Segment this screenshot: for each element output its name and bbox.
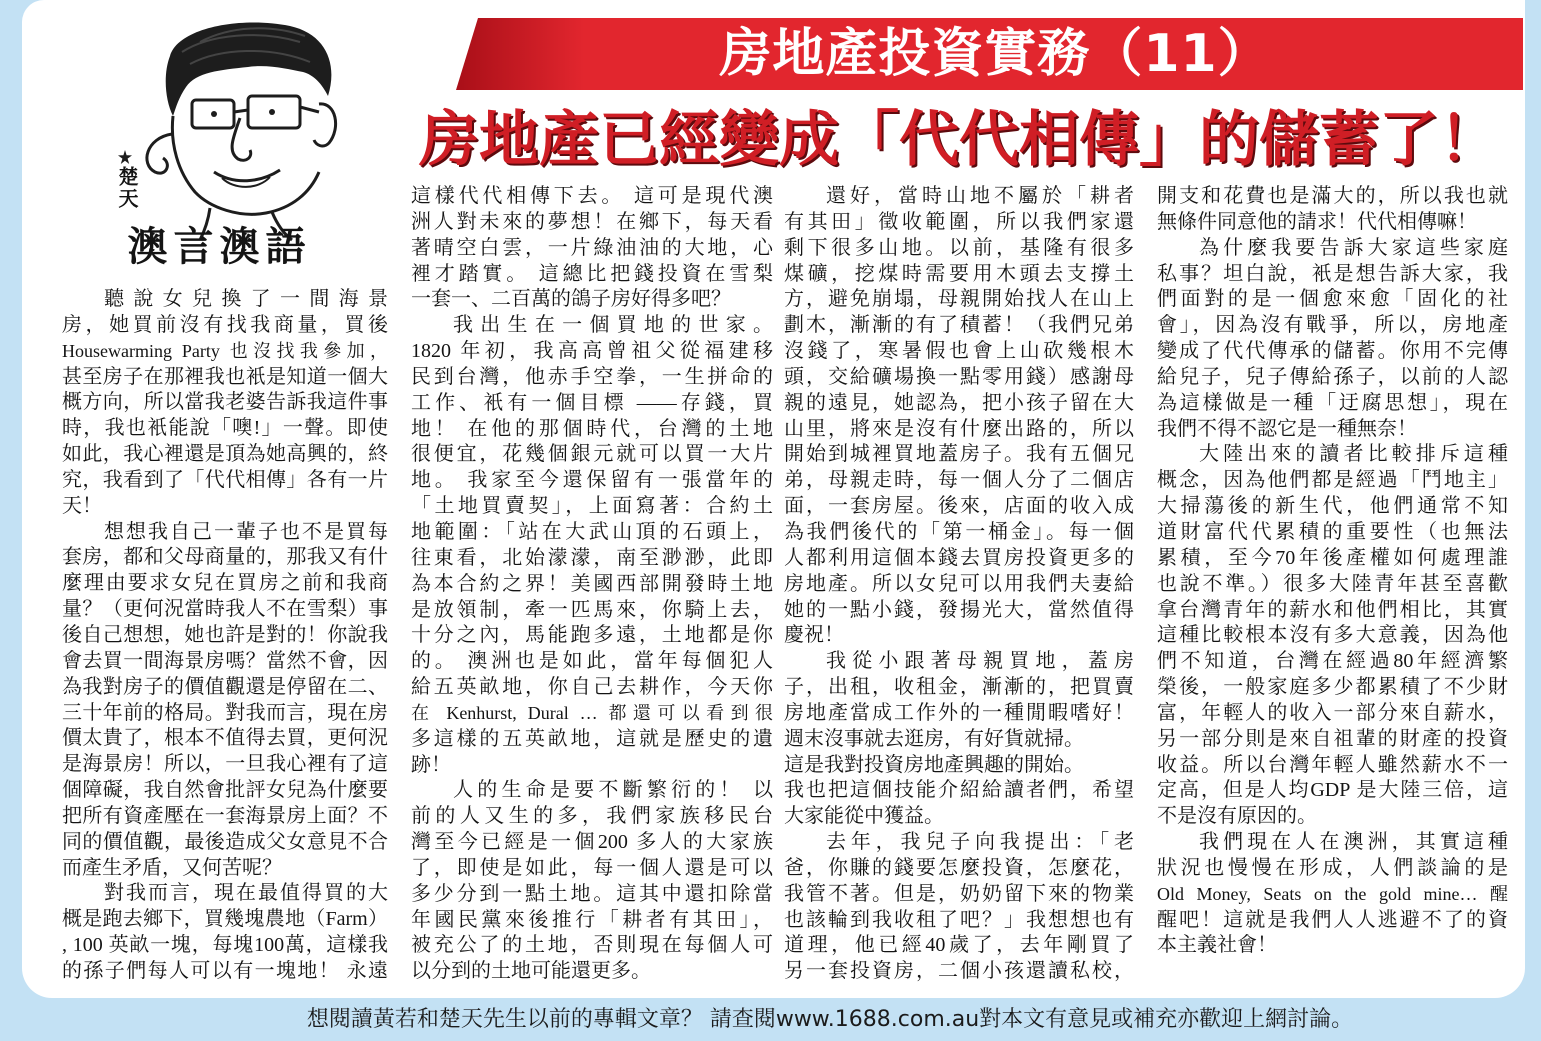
article-line: 無條件同意他的請求！代代相傳嘛！ [1157, 210, 1477, 233]
article-line: , 100 英畝一塊，每塊100萬，這樣我 [62, 934, 388, 957]
article-line: 年國民黨來後推行「耕者有其田」， [411, 908, 773, 931]
article-line: 剩下很多山地。以前，基隆有很多 [784, 236, 1134, 259]
article-line: 道財富代代累積的重要性（也無法 [1157, 520, 1508, 543]
article-line: 灣至今已經是一個200 多人的大家族 [411, 831, 773, 854]
article-line: 開支和花費也是滿大的，所以我也就 [1157, 185, 1508, 207]
article-line: 房地產。所以女兒可以用我們夫妻給 [784, 572, 1134, 595]
article-line: 慶祝！ [784, 624, 844, 647]
article-line: 的孫子們每人可以有一塊地！ 永遠 [62, 959, 388, 982]
article-line: 富，年輕人的收入一部分來自薪水， [1157, 701, 1508, 724]
article-line: 大家能從中獲益。 [784, 805, 944, 828]
article-line: 同的價值觀，最後造成父女意見不合 [62, 830, 388, 853]
article-line: 們面對的是一個愈來愈「固化的社 [1157, 288, 1508, 311]
article-line: 天！ [62, 494, 102, 517]
article-line: 價太貴了，根本不值得去買，更何況 [62, 727, 388, 750]
article-line: 不是沒有原因的。 [1157, 805, 1317, 828]
article-line: 前的人又生的多，我們家族移民台 [411, 805, 773, 828]
article-line: 是放領制，牽一匹馬來，你騎上去， [411, 598, 773, 621]
article-line: 開始到城裡買地蓋房子。我有五個兄 [784, 443, 1134, 466]
article-line: 變成了代代傳承的儲蓄。你用不完傳 [1157, 340, 1508, 363]
article-line: 面，一套房屋。後來，店面的收入成 [784, 495, 1134, 518]
article-line: 概方向，所以當我老婆告訴我這件事 [62, 391, 388, 414]
article-column-1 [62, 287, 388, 985]
article-line: 時，我也衹能說「噢!」一聲。即使 [62, 417, 388, 440]
article-line: 麼理由要求女兒在買房之前和我商 [62, 572, 388, 595]
article-line: 我從小跟著母親買地，蓋房 [826, 650, 1134, 673]
article-line: 收益。所以台灣年輕人雖然薪水不一 [1157, 753, 1508, 776]
signature-text: 楚天 [115, 166, 139, 210]
article-column-2 [411, 184, 773, 985]
article-line: 想想我自己一輩子也不是買每 [104, 520, 388, 543]
article-line: 地！ 在他的那個時代，台灣的土地 [411, 417, 773, 440]
article-line: 給五英畝地，你自己去耕作，今天你 [411, 676, 773, 699]
article-line: 多少分到一點土地。這其中還扣除當 [411, 882, 773, 905]
article-line: 十分之內，馬能跑多遠，土地都是你 [411, 624, 773, 647]
article-line: 狀況也慢慢在形成，人們談論的是 [1157, 856, 1508, 879]
star-icon [118, 150, 132, 164]
article-line: 我出生在一個買地的世家。 [453, 314, 773, 337]
article-line: 工作、衹有一個目標 ——存錢，買 [411, 391, 773, 414]
article-line: 弟，母親走時，每一個人分了二個店 [784, 469, 1134, 492]
article-line: 把所有資產壓在一套海景房上面？不 [62, 804, 388, 827]
article-line: 會去買一間海景房嗎？當然不會，因 [62, 649, 388, 672]
article-line: 也說不準。）很多大陸青年甚至喜歡 [1157, 572, 1508, 595]
article-line: 沒錢了，寒暑假也會上山砍幾根木 [784, 340, 1134, 363]
article-line: 聽說女兒換了一間海景 [104, 288, 388, 310]
article-line: 我管不著。但是，奶奶留下來的物業 [784, 882, 1134, 905]
article-line: 的。 澳洲也是如此，當年每個犯人 [411, 650, 773, 673]
article-line: 子，出租，收租金，漸漸的，把買賣 [784, 676, 1134, 699]
article-line: 我也把這個技能介紹給讀者們，希望 [784, 779, 1134, 802]
article-line: 頭，交給礦場換一點零用錢）感謝母 [784, 365, 1134, 388]
article-line: 也該輪到我收租了吧？」我想想也有 [784, 908, 1134, 931]
article-line: 民到台灣，他赤手空拳，一生拼命的 [411, 365, 773, 388]
article-line: 多這樣的五英畝地，這就是歷史的遺 [411, 727, 773, 750]
article-line: 給兒子，兒子傳給孫子，以前的人認 [1157, 365, 1508, 388]
article-line: 為這樣做是一種「迂腐思想」，現在 [1157, 391, 1508, 414]
article-line: 為本合約之界！美國西部開發時土地 [411, 572, 773, 595]
article-line: 地。 我家至今還保留有一張當年的 [411, 469, 773, 492]
article-column-3 [784, 184, 1134, 985]
article-line: 她的一點小錢，發揚光大，當然值得 [784, 598, 1134, 621]
article-line: 爸，你賺的錢要怎麼投資，怎麼花， [784, 856, 1134, 879]
footer-note: 想閱讀黃若和楚天先生以前的專輯文章？ 請查閱www.1688.com.au對本文有意見或補充亦歡迎上網討論。 [306, 1007, 1354, 1032]
article-line: 往東看，北始濛濛，南至渺渺，此即 [411, 546, 773, 569]
article-line: 煤礦，挖煤時需要用木頭去支撐土 [784, 262, 1134, 285]
article-line: 大陸出來的讀者比較排斥這種 [1199, 443, 1508, 466]
article-line: 方，避免崩塌，母親開始找人在山上 [784, 288, 1134, 311]
article-line: 會」，因為沒有戰爭，所以，房地產 [1157, 314, 1508, 337]
article-line: 為什麼我要告訴大家這些家庭 [1199, 236, 1508, 259]
article-line: 人都利用這個本錢去買房投資更多的 [784, 546, 1134, 569]
article-line: 這是我對投資房地產興趣的開始。 [784, 753, 1084, 776]
article-line: 了，即使是如此，每一個人還是可以 [411, 856, 773, 879]
article-line: 房，她買前沒有找我商量，買後 [62, 313, 388, 336]
article-line: 道理，他已經40歲了，去年剛買了 [784, 934, 1134, 957]
article-line: 「土地買賣契」，上面寫著：合約土 [411, 495, 773, 518]
article-line: 很便宜，花幾個銀元就可以買一大片 [411, 443, 773, 466]
article-line: 週末沒事就去逛房，有好貨就掃。 [784, 727, 1084, 750]
article-line: 跡！ [411, 753, 451, 776]
article-line: 們不知道，台灣在經過80年經濟繁 [1157, 650, 1508, 673]
article-line: 另一套投資房，二個小孩還讀私校， [784, 960, 1134, 983]
article-line: 這樣代代相傳下去。 這可是現代澳 [411, 185, 773, 207]
article-line: 山里，將來是沒有什麼出路的，所以 [784, 417, 1134, 440]
article-line: 以分到的土地可能還更多。 [411, 960, 651, 983]
article-line: 概是跑去鄉下，買幾塊農地（Farm） [62, 908, 388, 931]
article-line: 著晴空白雲，一片綠油油的大地，心 [411, 236, 773, 259]
article-column-4 [1157, 184, 1508, 959]
article-line: 洲人對未來的夢想！在鄉下，每天看 [411, 210, 773, 233]
article-line: 而產生矛盾，又何苦呢？ [62, 856, 282, 879]
article-line: 去年，我兒子向我提出：「老 [826, 831, 1134, 854]
headline: 房地產已經變成「代代相傳」的儲蓄了！ [419, 105, 1499, 175]
article-line: 量？（更何況當時我人不在雪梨）事 [62, 598, 388, 621]
article-line: 對我而言，現在最值得買的大 [104, 882, 388, 905]
article-line: 裡才踏實。 這總比把錢投資在雪梨 [411, 262, 773, 285]
article-line: 甚至房子在那裡我也衹是知道一個大 [62, 365, 388, 388]
article-line: Old Money, Seats on the gold mine… 醒 [1157, 883, 1508, 904]
article-line: Housewarming Party 也沒找我參加， [62, 340, 388, 361]
article-line: 後自己想想，她也許是對的！你說我 [62, 623, 388, 646]
article-line: 榮後，一般家庭多少都累積了不少財 [1157, 676, 1508, 699]
article-line: 私事？坦白說，衹是想告訴大家，我 [1157, 262, 1508, 285]
column-brand-name: 澳言澳語 [127, 223, 312, 270]
article-line: 我們現在人在澳洲，其實這種 [1199, 831, 1508, 854]
article-line: 在 Kenhurst, Dural … 都還可以看到很 [411, 702, 773, 723]
article-line: 親的遠見，她認為，把小孩子留在大 [784, 391, 1134, 414]
article-line: 還好，當時山地不屬於「耕者 [826, 185, 1134, 207]
series-title: 房地產投資實務（11） [719, 24, 1271, 84]
article-line: 大掃蕩後的新生代，他們通常不知 [1157, 495, 1508, 518]
article-line: 一套一、二百萬的鴿子房好得多吧？ [411, 288, 731, 311]
article-line: 醒吧！這就是我們人人逃避不了的資 [1157, 908, 1508, 931]
signature [112, 150, 142, 230]
article-line: 地範圍：「站在大武山頂的石頭上， [411, 520, 773, 543]
article-line: 本主義社會！ [1157, 934, 1277, 957]
article-line: 被充公了的土地，否則現在每個人可 [411, 934, 773, 957]
article-line: 三十年前的格局。對我而言，現在房 [62, 701, 388, 724]
article-line: 這種比較根本沒有多大意義，因為他 [1157, 624, 1508, 647]
article-line: 有其田」徵收範圍，所以我們家還 [784, 210, 1134, 233]
article-line: 劃木，漸漸的有了積蓄！（我們兄弟 [784, 314, 1134, 337]
article-line: 究，我看到了「代代相傳」各有一片 [62, 468, 388, 491]
article-line: 房地產當成工作外的一種閒暇嗜好！ [784, 701, 1134, 724]
article-line: 是海景房！所以，一旦我心裡有了這 [62, 753, 388, 776]
article-line: 個障礙，我自然會批評女兒為什麼要 [62, 779, 388, 802]
article-line: 定高，但是人均GDP 是大陸三倍，這 [1157, 779, 1508, 802]
article-line: 我們不得不認它是一種無奈！ [1157, 417, 1417, 440]
article-line: 如此，我心裡還是頂為她高興的，終 [62, 443, 388, 466]
article-line: 套房，都和父母商量的，那我又有什 [62, 546, 388, 569]
article-line: 拿台灣青年的薪水和他們相比，其實 [1157, 598, 1508, 621]
article-line: 為我對房子的價值觀還是停留在二、 [62, 675, 388, 698]
article-line: 概念，因為他們都是經過「鬥地主」 [1157, 469, 1508, 492]
article-line: 人的生命是要不斷繁衍的！ 以 [453, 779, 773, 802]
article-line: 為我們後代的「第一桶金」。每一個 [784, 520, 1134, 543]
article-line: 另一部分則是來自祖輩的財產的投資 [1157, 727, 1508, 750]
article-line: 累積，至今70年後產權如何處理誰 [1157, 546, 1508, 569]
article-line: 1820 年初，我高高曾祖父從福建移 [411, 340, 773, 363]
